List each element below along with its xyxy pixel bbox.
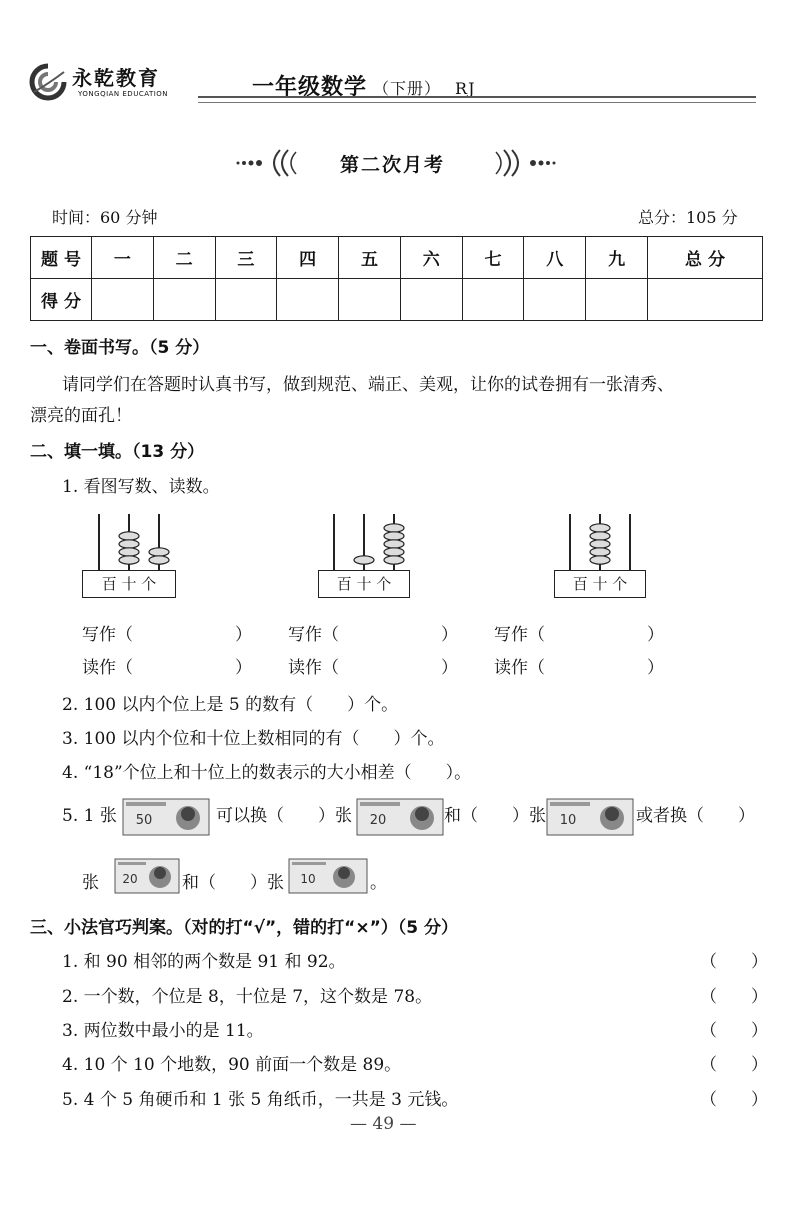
score-cell[interactable] [524,279,586,321]
table-cell: 五 [339,237,401,279]
score-cell[interactable] [215,279,277,321]
read-blank-1[interactable]: 读作（ ） [82,658,252,678]
question-2-5-part-d: 或者换（ ） [636,806,755,826]
abacus-place-label: 百 十 个 [554,570,646,598]
brand-name: 永乾教育 [72,66,160,90]
judge-item-1: 1. 和 90 相邻的两个数是 91 和 92。 [62,952,346,972]
question-2-3: 3. 100 以内个位和十位上数相同的有（ ）个。 [62,729,445,749]
table-cell: 七 [462,237,524,279]
bill-value-5: 10 [300,872,316,886]
score-cell[interactable] [462,279,524,321]
total-score: 总分：105 分 [638,208,738,227]
header-rule [198,96,756,103]
brand-logo-icon [28,62,68,102]
time-limit: 时间：60 分钟 [52,208,158,227]
banknote-20-icon [356,798,444,836]
bill-value-1: 50 [135,813,153,828]
section-1-text-cont: 漂亮的面孔！ [30,406,132,426]
answer-blank-5[interactable]: （ ） [700,1090,768,1110]
score-cell[interactable] [153,279,215,321]
page-number: — 49 — [350,1114,417,1134]
table-cell: 四 [277,237,339,279]
question-2-5-part-a: 5. 1 张 [62,806,117,826]
question-2-2: 2. 100 以内个位上是 5 的数有（ ）个。 [62,695,399,715]
judge-item-2: 2. 一个数，个位是 8，十位是 7，这个数是 78。 [62,987,433,1007]
answer-blank-1[interactable]: （ ） [700,952,768,972]
brand-name-en: YONGQIAN EDUCATION [78,90,169,98]
abacus-place-label: 百 十 个 [318,570,410,598]
question-2-5-part-g: 。 [370,873,387,893]
question-2-1: 1. 看图写数、读数。 [62,477,220,497]
score-table-score-row [31,279,763,321]
section-2-title: 二、填一填。（13 分） [30,442,205,462]
score-cell[interactable] [400,279,462,321]
bill-value-4: 20 [122,872,138,886]
table-cell: 得 分 [31,279,92,321]
table-cell: 九 [586,237,648,279]
question-2-5-part-e: 张 [82,873,99,893]
table-cell: 二 [153,237,215,279]
abacus-3 [554,512,646,598]
table-cell: 一 [92,237,154,279]
score-cell[interactable] [648,279,763,321]
table-cell: 六 [400,237,462,279]
score-cell[interactable] [339,279,401,321]
exam-title: 第二次月考 [340,154,446,176]
question-2-5-part-f: 和（ ）张 [182,873,284,893]
abacus-place-label: 百 十 个 [82,570,176,598]
write-blank-3[interactable]: 写作（ ） [494,625,664,645]
score-cell[interactable] [92,279,154,321]
banknote-50-icon [122,798,210,836]
volume-label: （下册） [373,79,442,98]
abacus-1 [82,512,176,598]
section-1-text: 请同学们在答题时认真书写，做到规范、端正、美观，让你的试卷拥有一张清秀、 [62,375,674,395]
banknote-10-icon [546,798,634,836]
section-1-title: 一、卷面书写。（5 分） [30,338,210,358]
abacus-2 [318,512,410,598]
banknote-10-icon [288,858,368,894]
table-cell: 题 号 [31,237,92,279]
title-ornament-right-icon [490,148,560,178]
table-cell: 八 [524,237,586,279]
question-2-5-part-c: 和（ ）张 [444,806,546,826]
judge-item-5: 5. 4 个 5 角硬币和 1 张 5 角纸币，一共是 3 元钱。 [62,1090,459,1110]
section-3-title: 三、小法官巧判案。（对的打“√”，错的打“×”）（5 分） [30,918,459,938]
answer-blank-3[interactable]: （ ） [700,1021,768,1041]
judge-item-4: 4. 10 个 10 个地数，90 前面一个数是 89。 [62,1055,402,1075]
question-2-5-part-b: 可以换（ ）张 [216,806,352,826]
score-table [30,236,763,321]
answer-blank-4[interactable]: （ ） [700,1055,768,1075]
judge-item-3: 3. 两位数中最小的是 11。 [62,1021,264,1041]
banknote-20-icon [114,858,180,894]
bill-value-2: 20 [369,813,387,828]
table-cell: 总 分 [648,237,763,279]
write-blank-2[interactable]: 写作（ ） [288,625,458,645]
read-blank-2[interactable]: 读作（ ） [288,658,458,678]
edition-label: RJ [455,79,476,98]
table-cell: 三 [215,237,277,279]
bill-value-3: 10 [559,813,577,828]
score-cell[interactable] [277,279,339,321]
question-2-4: 4. “18”个位上和十位上的数表示的大小相差（ ）。 [62,763,472,783]
answer-blank-2[interactable]: （ ） [700,987,768,1007]
read-blank-3[interactable]: 读作（ ） [494,658,664,678]
score-table-header-row [31,237,763,279]
write-blank-1[interactable]: 写作（ ） [82,625,252,645]
score-cell[interactable] [586,279,648,321]
subject-name: 一年级数学 [252,74,368,100]
title-ornament-left-icon [232,148,302,178]
